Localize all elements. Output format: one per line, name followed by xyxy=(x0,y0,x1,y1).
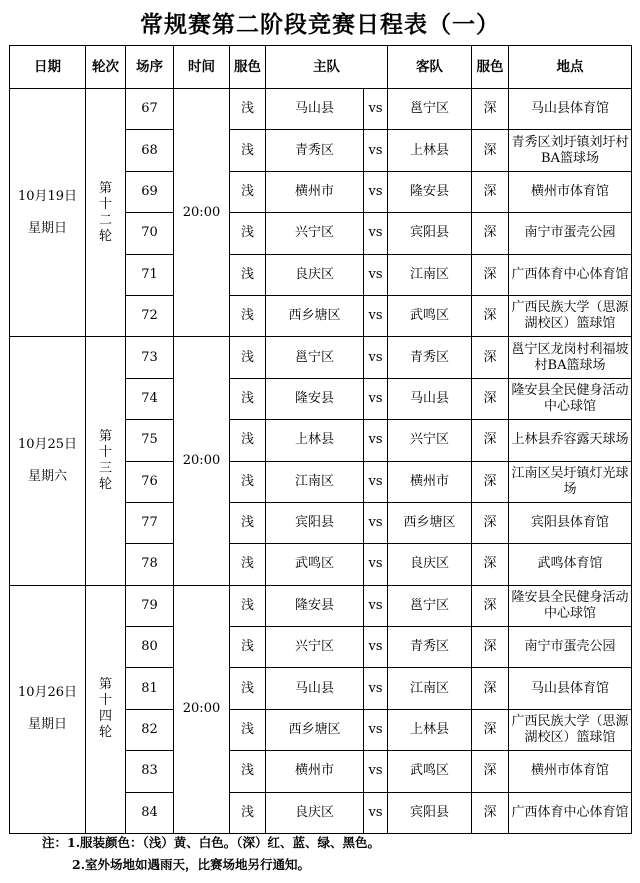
vs-label: vs xyxy=(364,544,388,585)
away-kit-color: 深 xyxy=(472,792,509,833)
round-char: 第 xyxy=(98,677,112,693)
vs-label: vs xyxy=(364,585,388,626)
home-team: 兴宁区 xyxy=(266,627,364,668)
round-char: 第 xyxy=(98,429,112,445)
vs-label: vs xyxy=(364,709,388,750)
home-team: 宾阳县 xyxy=(266,502,364,543)
match-weekday: 星期日 xyxy=(27,717,67,733)
venue: 广西民族大学（思源湖校区）篮球馆 xyxy=(509,295,632,336)
away-kit-color: 深 xyxy=(472,171,509,212)
header-venue: 地点 xyxy=(509,46,632,89)
venue: 邕宁区龙岗村利福坡村BA篮球场 xyxy=(509,337,632,378)
home-team: 上林县 xyxy=(266,420,364,461)
home-kit-color: 浅 xyxy=(230,130,266,171)
match-number: 77 xyxy=(126,502,174,543)
venue: 广西体育中心体育馆 xyxy=(509,792,632,833)
home-kit-color: 浅 xyxy=(230,89,266,130)
home-kit-color: 浅 xyxy=(230,337,266,378)
match-time: 20:00 xyxy=(174,585,230,833)
home-kit-color: 浅 xyxy=(230,213,266,254)
match-date: 10月26日 xyxy=(17,685,78,701)
away-kit-color: 深 xyxy=(472,627,509,668)
away-kit-color: 深 xyxy=(472,461,509,502)
home-kit-color: 浅 xyxy=(230,751,266,792)
home-team: 武鸣区 xyxy=(266,544,364,585)
venue: 南宁市蛋壳公园 xyxy=(509,627,632,668)
away-kit-color: 深 xyxy=(472,709,509,750)
away-team: 良庆区 xyxy=(388,544,472,585)
match-number: 78 xyxy=(126,544,174,585)
home-team: 青秀区 xyxy=(266,130,364,171)
round-cell xyxy=(86,89,126,337)
vs-label: vs xyxy=(364,751,388,792)
round-char: 三 xyxy=(98,461,112,477)
home-team: 兴宁区 xyxy=(266,213,364,254)
away-kit-color: 深 xyxy=(472,420,509,461)
venue: 横州市体育馆 xyxy=(509,171,632,212)
round-char: 四 xyxy=(98,709,112,725)
venue: 青秀区刘圩镇刘圩村BA篮球场 xyxy=(509,130,632,171)
home-team: 隆安县 xyxy=(266,585,364,626)
match-number: 82 xyxy=(126,709,174,750)
away-team: 邕宁区 xyxy=(388,585,472,626)
match-number: 68 xyxy=(126,130,174,171)
vs-label: vs xyxy=(364,337,388,378)
header-home-team: 主队 xyxy=(266,46,388,89)
away-team: 隆安县 xyxy=(388,171,472,212)
home-team: 良庆区 xyxy=(266,792,364,833)
match-number: 83 xyxy=(126,751,174,792)
away-kit-color: 深 xyxy=(472,544,509,585)
match-number: 81 xyxy=(126,668,174,709)
home-team: 西乡塘区 xyxy=(266,709,364,750)
away-team: 宾阳县 xyxy=(388,792,472,833)
vs-label: vs xyxy=(364,213,388,254)
venue: 隆安县全民健身活动中心球馆 xyxy=(509,378,632,419)
away-team: 马山县 xyxy=(388,378,472,419)
match-number: 79 xyxy=(126,585,174,626)
vs-label: vs xyxy=(364,461,388,502)
away-kit-color: 深 xyxy=(472,751,509,792)
date-cell xyxy=(10,337,86,585)
schedule-table xyxy=(9,45,632,834)
home-kit-color: 浅 xyxy=(230,378,266,419)
match-number: 74 xyxy=(126,378,174,419)
vs-label: vs xyxy=(364,792,388,833)
round-cell xyxy=(86,585,126,833)
vs-label: vs xyxy=(364,295,388,336)
away-team: 武鸣区 xyxy=(388,295,472,336)
home-team: 马山县 xyxy=(266,89,364,130)
match-row xyxy=(10,585,632,626)
home-team: 良庆区 xyxy=(266,254,364,295)
home-team: 西乡塘区 xyxy=(266,295,364,336)
vs-label: vs xyxy=(364,627,388,668)
round-cell xyxy=(86,337,126,585)
vs-label: vs xyxy=(364,378,388,419)
home-team: 横州市 xyxy=(266,751,364,792)
match-date: 10月19日 xyxy=(17,188,78,204)
match-number: 75 xyxy=(126,420,174,461)
home-kit-color: 浅 xyxy=(230,668,266,709)
header-row xyxy=(10,46,632,89)
notes xyxy=(42,832,380,876)
venue: 隆安县全民健身活动中心球馆 xyxy=(509,585,632,626)
home-kit-color: 浅 xyxy=(230,254,266,295)
page-title: 常规赛第二阶段竞赛日程表（一） xyxy=(140,11,500,38)
round-char: 十 xyxy=(98,445,112,461)
match-number: 69 xyxy=(126,171,174,212)
note-line-1: 注：1.服装颜色：（浅）黄、白色。（深）红、蓝、绿、黑色。 xyxy=(42,835,381,850)
away-kit-color: 深 xyxy=(472,668,509,709)
away-team: 邕宁区 xyxy=(388,89,472,130)
round-char: 轮 xyxy=(98,228,112,244)
venue: 马山县体育馆 xyxy=(509,668,632,709)
note-line-2: 2.室外场地如遇雨天，比赛场地另行通知。 xyxy=(72,857,311,872)
venue: 马山县体育馆 xyxy=(509,89,632,130)
vs-label: vs xyxy=(364,668,388,709)
home-kit-color: 浅 xyxy=(230,544,266,585)
vs-label: vs xyxy=(364,130,388,171)
away-team: 宾阳县 xyxy=(388,213,472,254)
round-char: 十 xyxy=(98,196,112,212)
match-date: 10月25日 xyxy=(17,437,78,453)
home-kit-color: 浅 xyxy=(230,709,266,750)
match-row xyxy=(10,89,632,130)
venue: 横州市体育馆 xyxy=(509,751,632,792)
away-team: 兴宁区 xyxy=(388,420,472,461)
header-away-color: 服色 xyxy=(472,46,509,89)
header-date: 日期 xyxy=(10,46,86,89)
venue: 上林县乔容露天球场 xyxy=(509,420,632,461)
away-kit-color: 深 xyxy=(472,378,509,419)
round-char: 第 xyxy=(98,180,112,196)
round-char: 轮 xyxy=(98,725,112,741)
match-number: 71 xyxy=(126,254,174,295)
header-order: 场序 xyxy=(126,46,174,89)
venue: 武鸣体育馆 xyxy=(509,544,632,585)
away-team: 横州市 xyxy=(388,461,472,502)
round-char: 十 xyxy=(98,693,112,709)
home-team: 马山县 xyxy=(266,668,364,709)
date-cell xyxy=(10,89,86,337)
away-kit-color: 深 xyxy=(472,502,509,543)
home-kit-color: 浅 xyxy=(230,585,266,626)
home-kit-color: 浅 xyxy=(230,627,266,668)
vs-label: vs xyxy=(364,89,388,130)
away-kit-color: 深 xyxy=(472,585,509,626)
away-kit-color: 深 xyxy=(472,130,509,171)
vs-label: vs xyxy=(364,420,388,461)
venue: 广西民族大学（思源湖校区）篮球馆 xyxy=(509,709,632,750)
match-number: 67 xyxy=(126,89,174,130)
home-team: 邕宁区 xyxy=(266,337,364,378)
home-kit-color: 浅 xyxy=(230,502,266,543)
vs-label: vs xyxy=(364,171,388,212)
vs-label: vs xyxy=(364,254,388,295)
schedule-body xyxy=(10,89,632,834)
away-kit-color: 深 xyxy=(472,254,509,295)
match-number: 84 xyxy=(126,792,174,833)
venue: 南宁市蛋壳公园 xyxy=(509,213,632,254)
home-kit-color: 浅 xyxy=(230,295,266,336)
venue: 广西体育中心体育馆 xyxy=(509,254,632,295)
away-kit-color: 深 xyxy=(472,213,509,254)
venue: 江南区吴圩镇灯光球场 xyxy=(509,461,632,502)
away-team: 青秀区 xyxy=(388,627,472,668)
header-time: 时间 xyxy=(174,46,230,89)
away-team: 武鸣区 xyxy=(388,751,472,792)
round-char: 二 xyxy=(98,212,112,228)
header-away-team: 客队 xyxy=(388,46,472,89)
away-team: 上林县 xyxy=(388,130,472,171)
home-team: 隆安县 xyxy=(266,378,364,419)
match-time: 20:00 xyxy=(174,337,230,585)
away-team: 江南区 xyxy=(388,254,472,295)
header-home-color: 服色 xyxy=(230,46,266,89)
venue: 宾阳县体育馆 xyxy=(509,502,632,543)
round-char: 轮 xyxy=(98,477,112,493)
home-kit-color: 浅 xyxy=(230,420,266,461)
match-time: 20:00 xyxy=(174,89,230,337)
away-team: 上林县 xyxy=(388,709,472,750)
away-kit-color: 深 xyxy=(472,295,509,336)
away-kit-color: 深 xyxy=(472,89,509,130)
header-round: 轮次 xyxy=(86,46,126,89)
vs-label: vs xyxy=(364,502,388,543)
home-team: 江南区 xyxy=(266,461,364,502)
match-number: 80 xyxy=(126,627,174,668)
match-row xyxy=(10,337,632,378)
home-kit-color: 浅 xyxy=(230,792,266,833)
home-kit-color: 浅 xyxy=(230,171,266,212)
match-number: 73 xyxy=(126,337,174,378)
match-weekday: 星期日 xyxy=(27,220,67,236)
date-cell xyxy=(10,585,86,833)
match-weekday: 星期六 xyxy=(27,469,67,485)
match-number: 70 xyxy=(126,213,174,254)
away-kit-color: 深 xyxy=(472,337,509,378)
match-number: 72 xyxy=(126,295,174,336)
match-number: 76 xyxy=(126,461,174,502)
home-team: 横州市 xyxy=(266,171,364,212)
away-team: 西乡塘区 xyxy=(388,502,472,543)
home-kit-color: 浅 xyxy=(230,461,266,502)
away-team: 江南区 xyxy=(388,668,472,709)
away-team: 青秀区 xyxy=(388,337,472,378)
